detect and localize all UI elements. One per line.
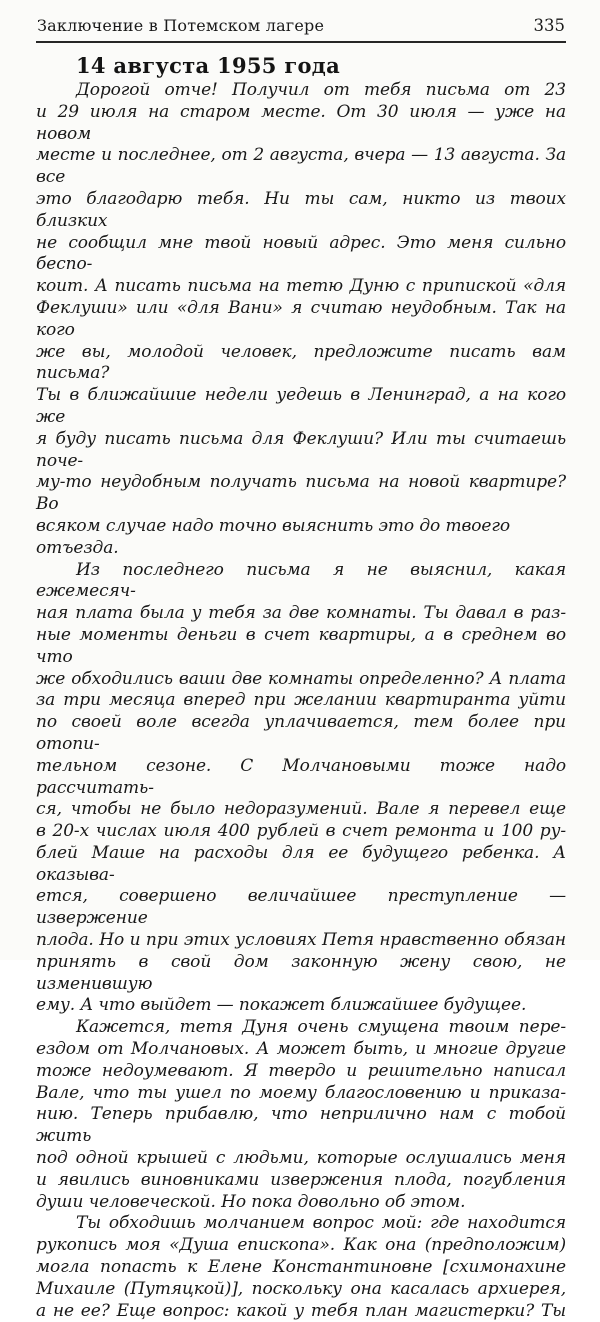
text-line: плода. Но и при этих условиях Петя нравственно обязан [36, 930, 566, 951]
text-line: Михаиле (Путяцкой)], поскольку она касалась архиерея, [36, 1278, 566, 1299]
text-line: Дорогой отче! Получил от тебя письма от 23 [76, 80, 566, 100]
text-line: ся, чтобы не было недоразумений. Вале я перевел еще [36, 799, 566, 820]
text-line: я буду писать письма для Феклуши? Или ты считаешь поче- [36, 428, 566, 471]
text-line: тоже недоумевают. Я твердо и решительно написал [36, 1060, 566, 1081]
text-line: Феклуши» или «для Вани» я считаю неудобным. Так на кого [36, 297, 566, 340]
text-line: тельном сезоне. С Молчановыми тоже надо рассчитать- [36, 755, 566, 798]
text-line: всяком случае надо точно выяснить это до твоего отъезда. [36, 515, 511, 558]
text-line: за три месяца вперед при желании квартиранта уйти [36, 690, 566, 711]
text-line: ная плата была у тебя за две комнаты. Ты давал в раз- [36, 603, 566, 624]
text-line: принять в свой дом законную жену свою, не изменившую [36, 951, 566, 994]
text-line: ется, совершено величайшее преступление — извержение [36, 886, 566, 929]
text-line: же обходились ваши две комнаты определенно? А плата [36, 668, 566, 689]
text-line: рукопись моя «Душа епископа». Как она (предположим) [36, 1235, 566, 1256]
text-line: по своей воле всегда уплачивается, тем более при отопи- [36, 712, 566, 754]
text-line: Кажется, тетя Дуня очень смущена твоим пере- [76, 1017, 566, 1038]
text-line: в 20-х числах июля 400 рублей в счет ремонта и 100 ру- [36, 821, 566, 842]
page-number: 335 [533, 16, 565, 35]
text-line: коит. А писать письма на тетю Дуню с припиской «для [36, 276, 566, 297]
text-line: нию. Теперь прибавлю, что неприлично нам с тобой жить [36, 1104, 566, 1147]
text-line: блей Маше на расходы для ее будущего ребенка. А оказыва- [36, 842, 566, 885]
running-header [36, 16, 566, 35]
text-line: Из последнего письма я не выяснил, какая ежемесяч- [36, 559, 566, 602]
text-line: ездом от Молчановых. А может быть, и многие другие [36, 1039, 566, 1060]
header-rule [36, 41, 566, 43]
running-header-title: Заключение в Потемском лагере [37, 16, 325, 35]
text-line: и явились виновниками извержения плода, погубления [36, 1169, 566, 1190]
text-line: под одной крышей с людьми, которые ослушались меня [36, 1148, 566, 1169]
letter-text [36, 52, 566, 1322]
text-line: Вале, что ты ушел по моему благословению и приказа- [36, 1082, 566, 1103]
letter-date-line: 14 августа 1955 года [76, 53, 340, 78]
text-line: же вы, молодой человек, предложите писать вам письма? [36, 341, 566, 384]
letter-paragraphs [36, 80, 566, 1322]
text-line: а не ее? Еще вопрос: какой у тебя план магистерки? Ты [36, 1300, 566, 1321]
text-line: и 29 июля на старом месте. От 30 июля — уже на новом [36, 101, 566, 144]
text-line: ему. А что выйдет — покажет ближайшее будущее. [36, 995, 527, 1016]
text-line: это благодарю тебя. Ни ты сам, никто из твоих близких [36, 188, 566, 231]
text-line: Ты в ближайшие недели уедешь в Ленинград, а на кого же [36, 385, 566, 427]
text-line: могла попасть к Елене Константиновне [схимонахине [36, 1257, 566, 1278]
text-line: не сообщил мне твой новый адрес. Это меня сильно беспо- [36, 232, 566, 275]
text-line: Ты обходишь молчанием вопрос мой: где находится [76, 1213, 566, 1234]
text-line: души человеческой. Но пока довольно об этом. [36, 1191, 466, 1212]
text-line: ные моменты деньги в счет квартиры, а в среднем во что [36, 624, 566, 667]
text-line: му-то неудобным получать письма на новой квартире? Во [36, 472, 566, 515]
text-line: месте и последнее, от 2 августа, вчера — 13 августа. За все [36, 145, 566, 188]
